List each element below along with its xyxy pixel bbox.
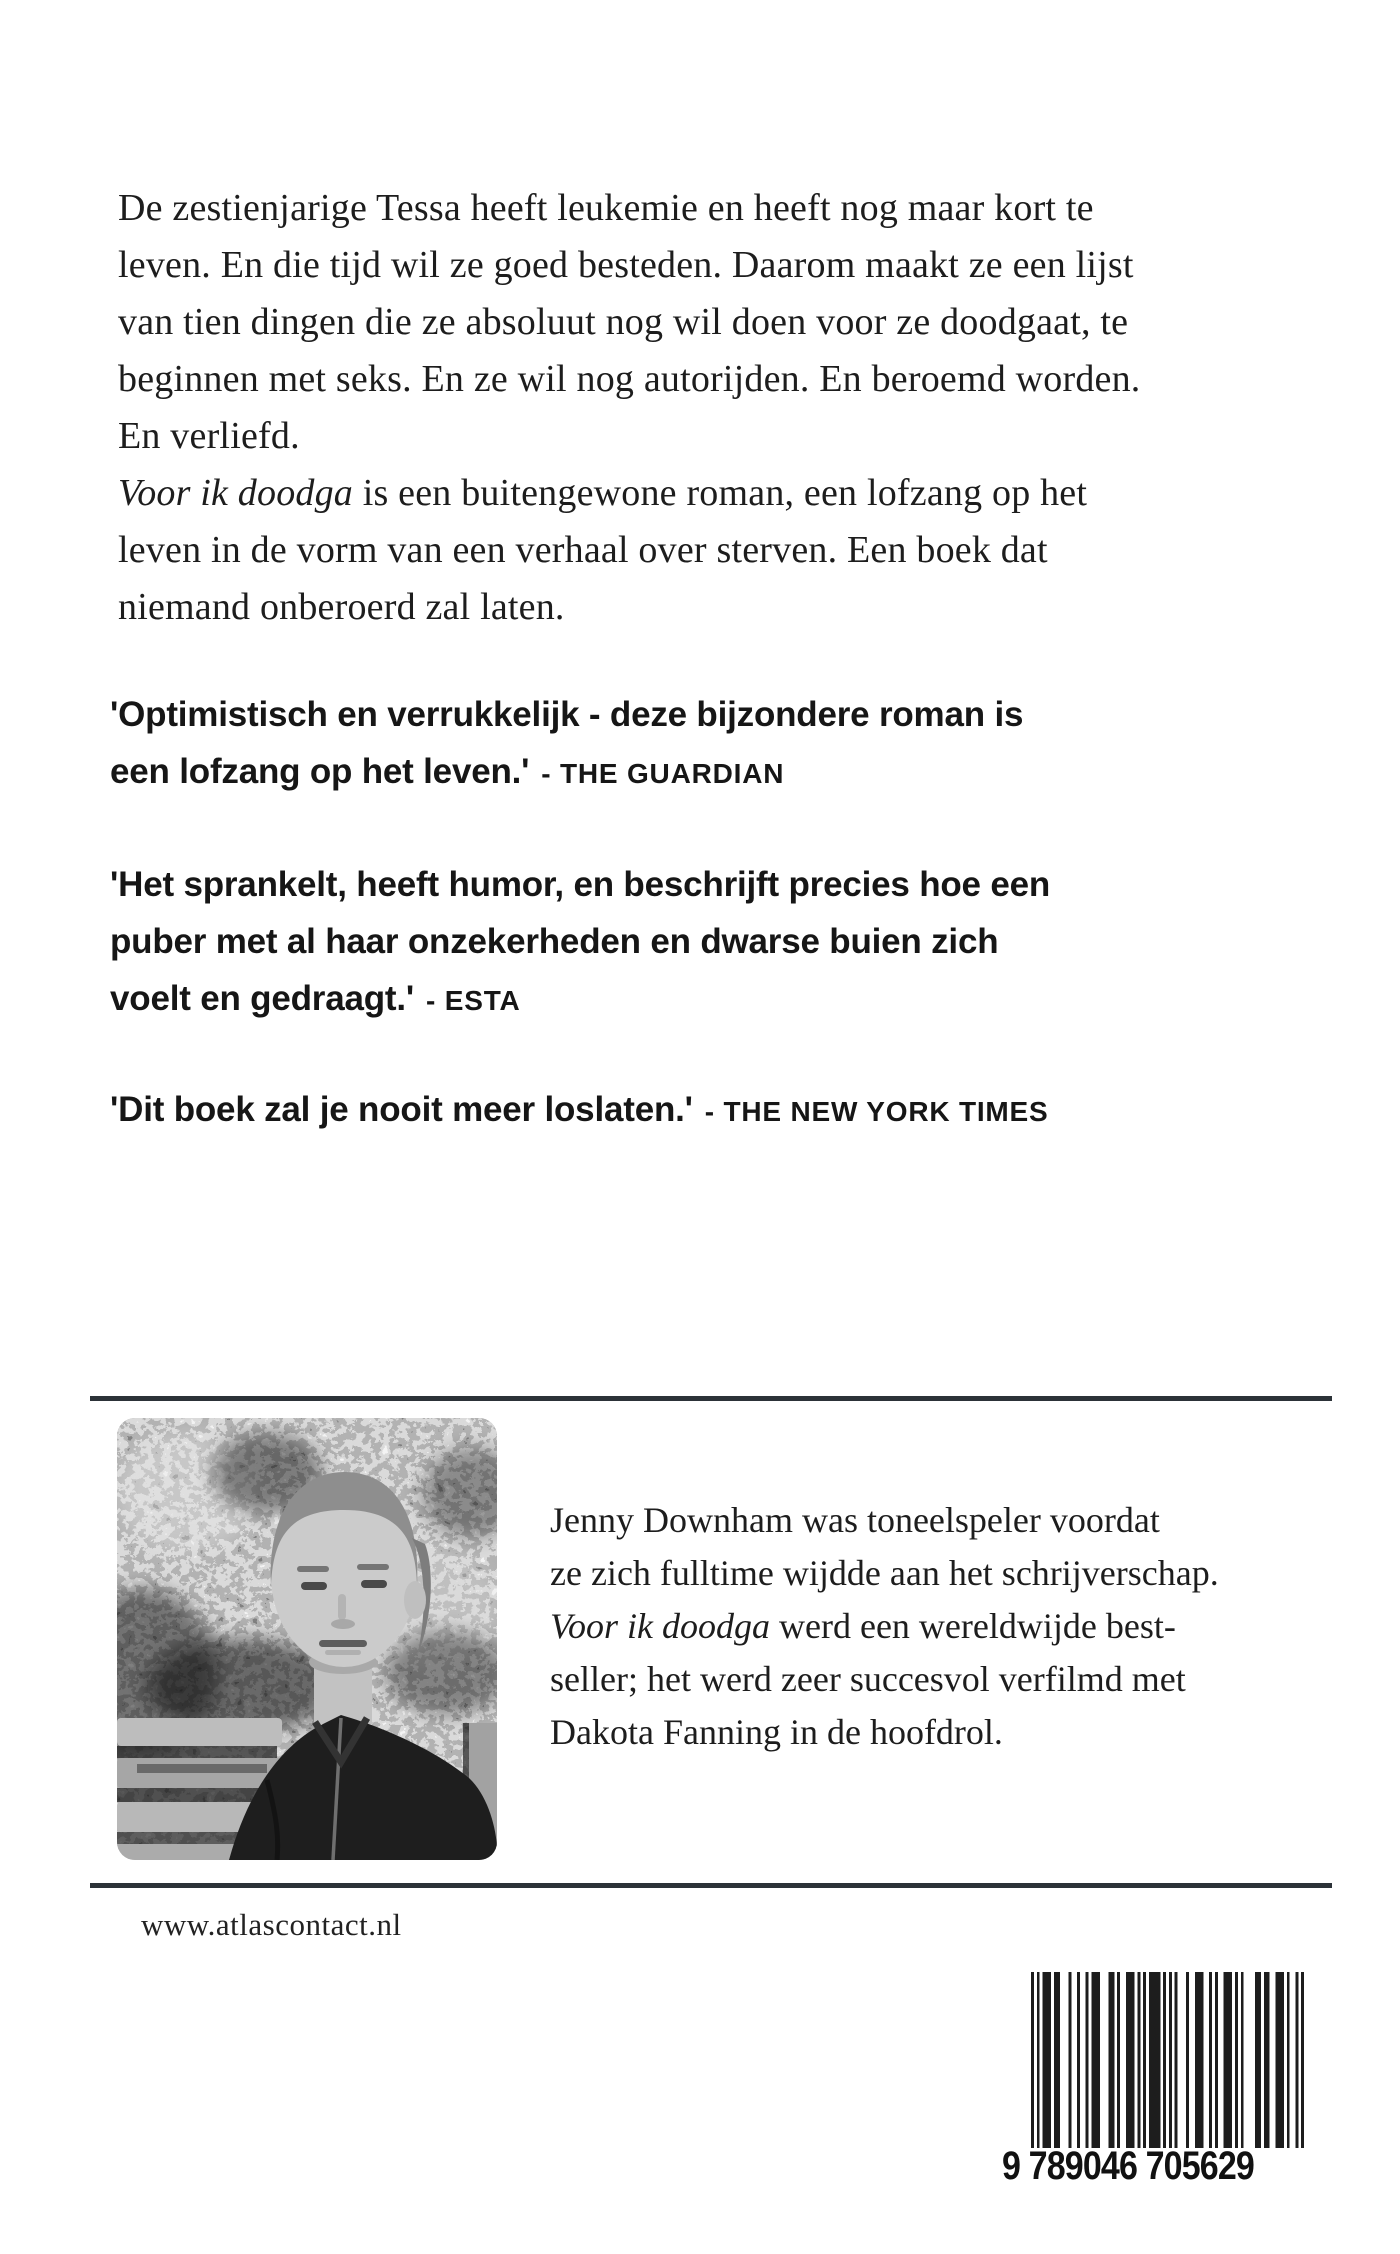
review-quote-nyt <box>110 1081 1049 1140</box>
quote-attribution: - THE GUARDIAN <box>541 758 785 789</box>
synopsis-line: van tien dingen die ze absoluut nog wil doen voor ze doodgaat, te <box>118 301 1129 343</box>
synopsis-line: En verliefd. <box>118 415 300 457</box>
divider-rule-bottom <box>90 1883 1332 1888</box>
review-quote-esta <box>110 856 1050 1029</box>
barcode-bars <box>1031 1972 1304 2148</box>
divider-rule-top <box>90 1396 1332 1401</box>
barcode-number: 9 789046 705629 <box>1002 2144 1254 2188</box>
bio-line: Dakota Fanning in de hoofdrol. <box>550 1712 1003 1752</box>
quote-text: 'Dit boek zal je nooit meer loslaten.' <box>110 1090 693 1129</box>
quote-line <box>110 1081 1049 1140</box>
bio-text: werd een wereldwijde best- <box>770 1606 1176 1646</box>
bio-line: ze zich fulltime wijdde aan het schrijverschap. <box>550 1553 1219 1593</box>
review-quote-guardian <box>110 686 1023 802</box>
synopsis-line: beginnen met seks. En ze wil nog autorijden. En beroemd worden. <box>118 358 1141 400</box>
publisher-website: www.atlascontact.nl <box>141 1907 402 1942</box>
quote-attribution: - ESTA <box>426 985 521 1016</box>
quote-line <box>110 970 1050 1029</box>
synopsis-line: De zestienjarige Tessa heeft leukemie en heeft nog maar kort te <box>118 187 1094 229</box>
bio-line: Jenny Downham was toneelspeler voordat <box>550 1500 1160 1540</box>
author-photo <box>117 1418 497 1860</box>
description-line: niemand onberoerd zal laten. <box>118 586 565 628</box>
description-line: leven in de vorm van een verhaal over sterven. Een boek dat <box>118 529 1048 571</box>
quote-line: 'Optimistisch en verrukkelijk - deze bijzondere roman is <box>110 695 1024 734</box>
quote-attribution: - THE NEW YORK TIMES <box>704 1096 1049 1127</box>
quote-line <box>110 743 1023 802</box>
bio-line <box>550 1600 1219 1653</box>
author-photo-art <box>117 1418 497 1860</box>
book-title-italic: Voor ik doodga <box>118 472 354 514</box>
description-line <box>118 465 1141 522</box>
synopsis-line: leven. En die tijd wil ze goed besteden. Daarom maakt ze een lijst <box>118 244 1134 286</box>
synopsis-block <box>118 180 1141 636</box>
quote-text: een lofzang op het leven.' <box>110 752 530 791</box>
quote-text: voelt en gedraagt.' <box>110 979 415 1018</box>
description-text: is een buitengewone roman, een lofzang op het <box>353 472 1088 514</box>
book-title-italic: Voor ik doodga <box>550 1606 770 1646</box>
bio-line: seller; het werd zeer succesvol verfilmd met <box>550 1659 1186 1699</box>
author-bio <box>550 1494 1219 1759</box>
quote-line: 'Het sprankelt, heeft humor, en beschrijft precies hoe een <box>110 865 1051 904</box>
quote-line: puber met al haar onzekerheden en dwarse buien zich <box>110 922 999 961</box>
